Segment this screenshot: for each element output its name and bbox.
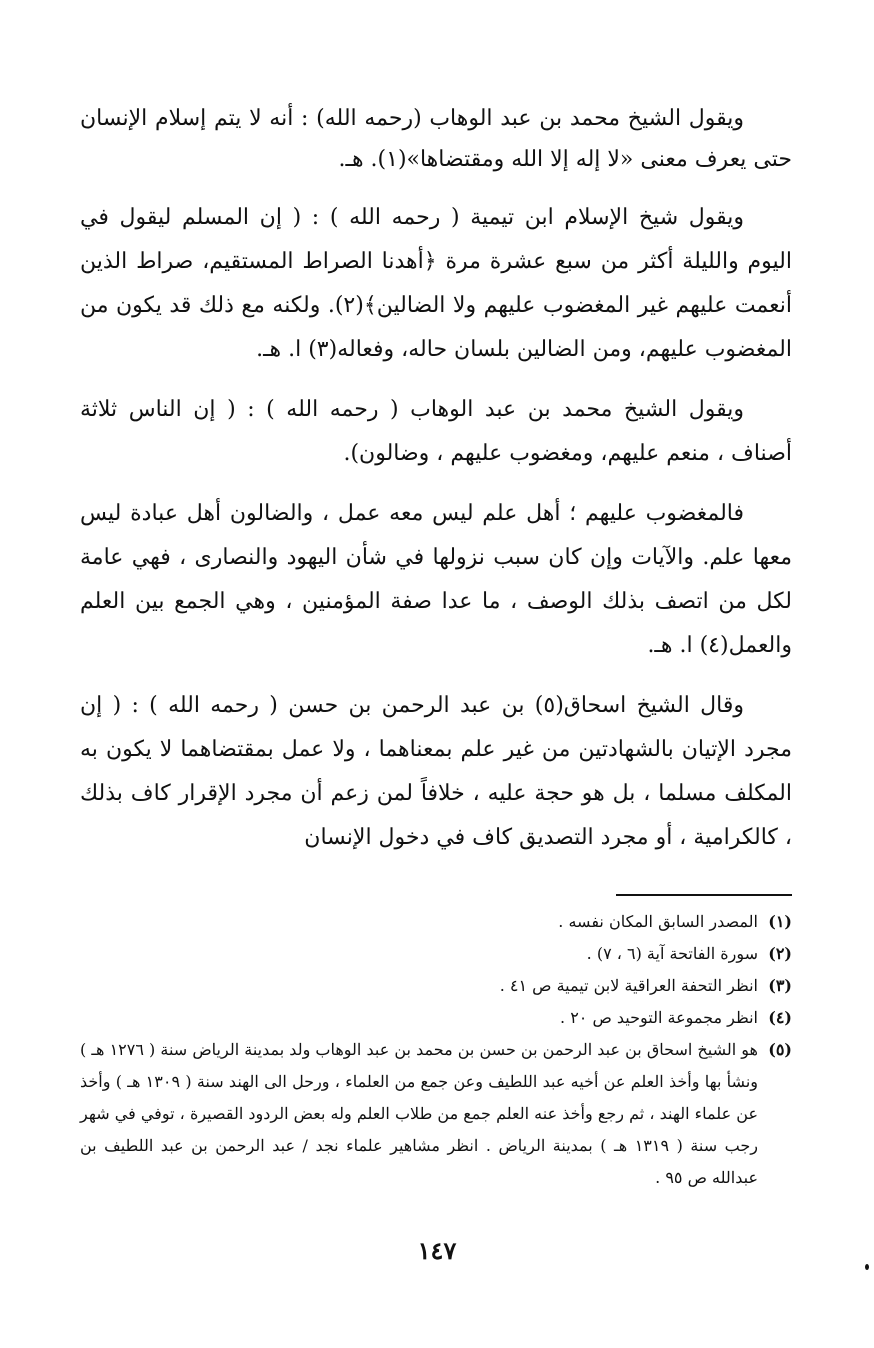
scan-speck <box>865 1264 869 1270</box>
footnote-text: سورة الفاتحة آية (٦ ، ٧) . <box>586 944 758 963</box>
footnote-text: انظر التحفة العراقية لابن تيمية ص ٤١ . <box>499 976 758 995</box>
footnote-3 <box>80 970 792 1002</box>
footnote-number: (٥) <box>768 1040 792 1059</box>
page-number: ١٤٧ <box>417 1236 457 1265</box>
footnote-number: (٢) <box>768 944 792 963</box>
paragraph-2: ويقول شيخ الإسلام ابن تيمية ( رحمه الله ) : ( إن المسلم ليقول في اليوم والليلة أكثر من سبع عشرة مرة ﴿أهدنا الصراط المستقيم، صراط الذين أنعمت عليهم غير المغضوب عليهم ولا الضالين﴾(٢). ولكنه مع ذلك قد يكون من المغضوب عليهم، ومن الضالين بلسان حاله، وفعاله(٣) ا. هـ. <box>80 205 792 362</box>
footnote-1 <box>80 906 792 938</box>
footnote-2 <box>80 938 792 970</box>
footnote-number: (١) <box>768 912 792 931</box>
paragraph-1: ويقول الشيخ محمد بن عبد الوهاب (رحمه الله) : أنه لا يتم إسلام الإنسان حتى يعرف معنى «لا إله إلا الله ومقتضاها»(١). هـ. <box>80 106 792 172</box>
footnote-text: انظر مجموعة التوحيد ص ٢٠ . <box>560 1008 758 1027</box>
paragraph-3: ويقول الشيخ محمد بن عبد الوهاب ( رحمه الله ) : ( إن الناس ثلاثة أصناف ، منعم عليهم، ومغضوب عليهم ، وضالون). <box>80 397 792 466</box>
footnote-separator <box>616 894 792 896</box>
paragraph-4: فالمغضوب عليهم ؛ أهل علم ليس معه عمل ، والضالون أهل عبادة ليس معها علم. والآيات وإن كان سبب نزولها في شأن اليهود والنصارى ، فهي عامة لكل من اتصف بذلك الوصف ، ما عدا صفة المؤمنين ، وهي الجمع بين العلم والعمل(٤) ا. هـ. <box>80 501 792 658</box>
footnote-4 <box>80 1002 792 1034</box>
footnote-number: (٣) <box>768 976 792 995</box>
footnote-number: (٤) <box>768 1008 792 1027</box>
footnote-text: هو الشيخ اسحاق بن عبد الرحمن بن حسن بن محمد بن عبد الوهاب ولد بمدينة الرياض سنة ( ١٢٧٦ هـ ) ونشأ بها وأخذ العلم عن أخيه عبد اللطيف وعن جمع من العلماء ، ورحل الى الهند سنة ( ١٣٠٩ هـ ) وأخذ عن علماء الهند ، ثم رجع وأخذ عنه العلم جمع من طلاب العلم وله بعض الردود القصيرة ، توفي في شهر رجب سنة ( ١٣١٩ هـ ) بمدينة الرياض . انظر مشاهير علماء نجد / عبد الرحمن بن عبد اللطيف بن عبدالله ص ٩٥ . <box>80 1040 759 1187</box>
footnote-text: المصدر السابق المكان نفسه . <box>558 912 758 931</box>
main-text <box>80 98 792 860</box>
footnote-5 <box>80 1034 792 1194</box>
footnotes <box>80 906 792 1194</box>
paragraph-5: وقال الشيخ اسحاق(٥) بن عبد الرحمن بن حسن ( رحمه الله ) : ( إن مجرد الإتيان بالشهادتين من غير علم بمعناهما ، ولا عمل بمقتضاهما لا يكون به المكلف مسلما ، بل هو حجة عليه ، خلافاً لمن زعم أن مجرد الإقرار كاف بذلك ، كالكرامية ، أو مجرد التصديق كاف في دخول الإنسان <box>80 693 792 850</box>
